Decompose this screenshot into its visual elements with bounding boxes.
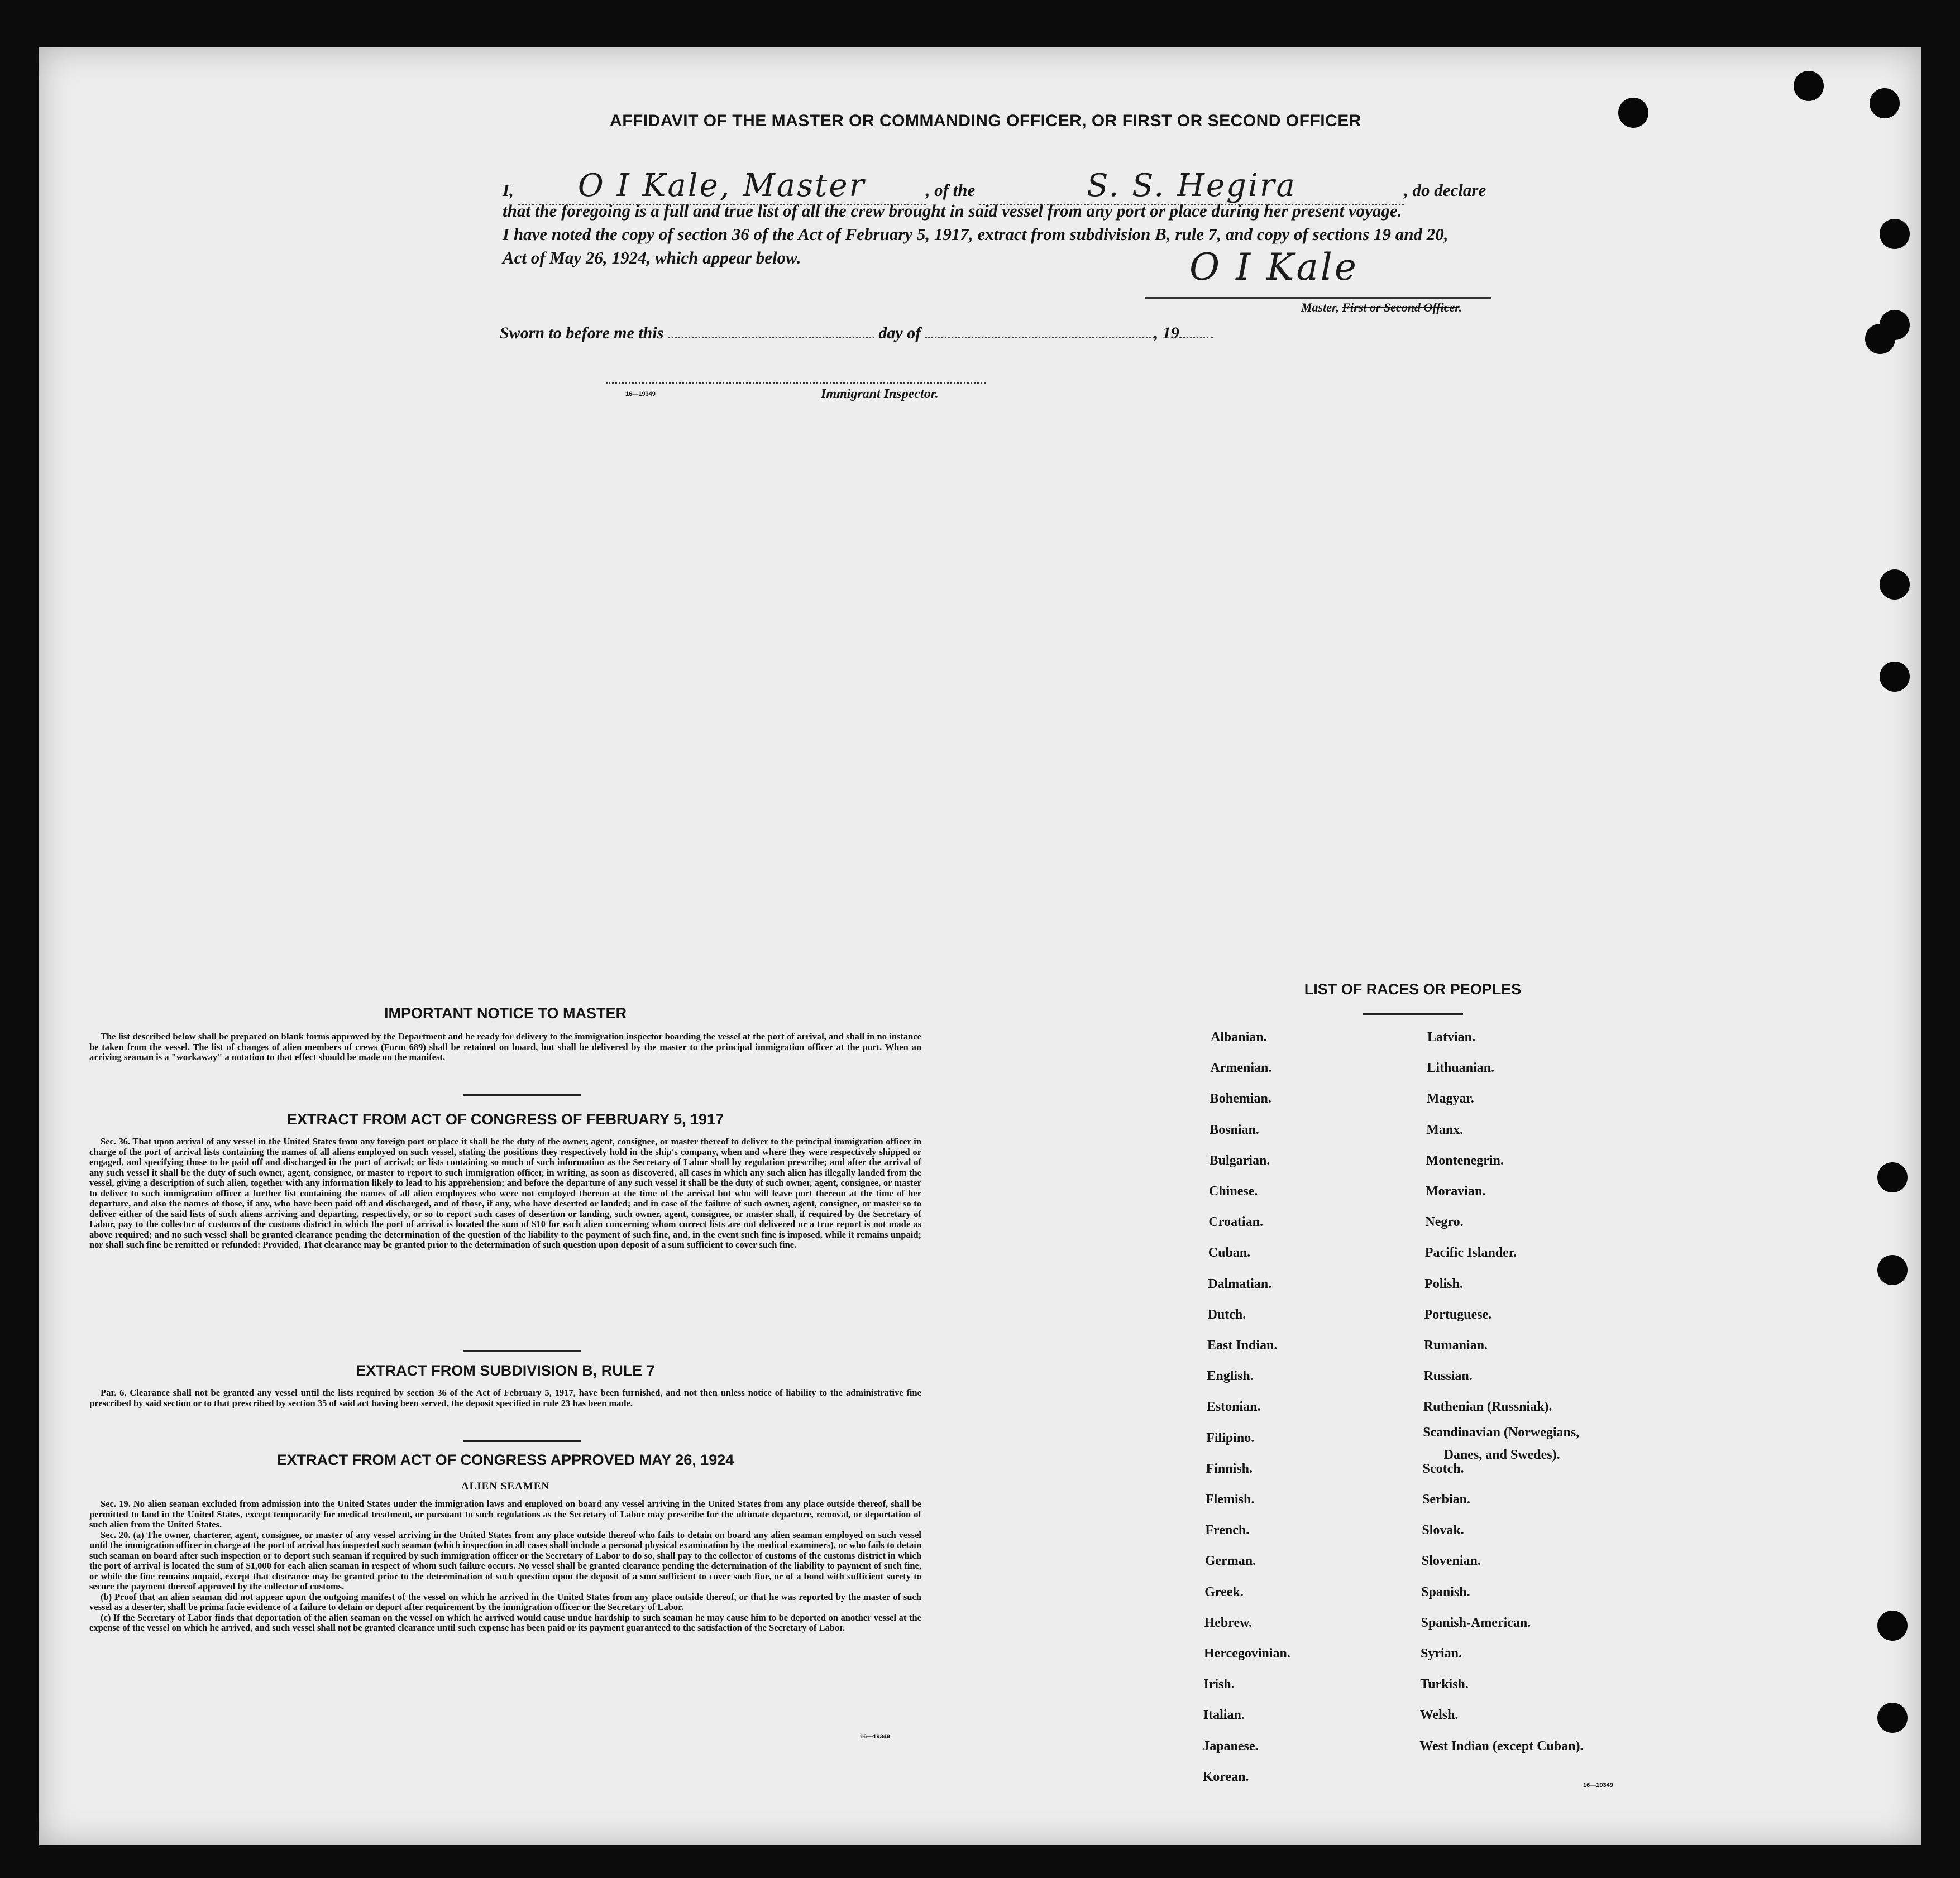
race-item: Armenian. (1210, 1061, 1272, 1076)
punch-hole (1870, 88, 1900, 118)
race-item: French. (1205, 1523, 1250, 1538)
race-item: Montenegrin. (1426, 1153, 1504, 1168)
race-item: Dalmatian. (1208, 1276, 1272, 1291)
race-item: Polish. (1424, 1276, 1463, 1291)
punch-hole (1877, 1611, 1908, 1641)
race-item: Dutch. (1207, 1307, 1246, 1322)
affidavit-line-4: Act of May 26, 1924, which appear below. (503, 248, 801, 267)
notice-text: The list described below shall be prepared on blank forms approved by the Department and be ready for delivery to the immigration inspector boarding the vessel at the port of arrival, and shall in no instance be taken from the vessel. The list of changes of alien members of crews (Form 689) shall be retained on board, but shall be delivered by the master to the principal immigration officer at the port. When an arriving seaman is a "workaway" a notation to that effect should be made on the manifest. (89, 1031, 921, 1062)
race-item: Magyar. (1426, 1091, 1474, 1106)
race-item: Portuguese. (1424, 1307, 1492, 1322)
race-item: Serbian. (1422, 1492, 1471, 1507)
affidavit-prefix: I, (503, 180, 514, 200)
race-item: Korean. (1202, 1769, 1249, 1784)
extract-1917-title: EXTRACT FROM ACT OF CONGRESS OF FEBRUARY 5, 1917 (286, 1111, 724, 1128)
race-item: Greek. (1204, 1584, 1244, 1599)
affidavit-line-1 (503, 167, 1486, 205)
rule-7-title: EXTRACT FROM SUBDIVISION B, RULE 7 (356, 1362, 655, 1379)
race-item: Cuban. (1208, 1245, 1251, 1261)
race-item: Bosnian. (1210, 1122, 1259, 1137)
race-item: Flemish. (1206, 1492, 1255, 1507)
race-item: Chinese. (1209, 1184, 1258, 1199)
race-item: Syrian. (1421, 1646, 1462, 1661)
race-item: Scotch. (1422, 1461, 1464, 1476)
race-item: Estonian. (1206, 1400, 1261, 1415)
extract-1924-title: EXTRACT FROM ACT OF CONGRESS APPROVED MAY 26, 1924 (276, 1451, 734, 1468)
struck-officer-text: First or Second Officer (1342, 300, 1459, 314)
affidavit-line-2: that the foregoing is a full and true list of all the crew brought in said vessel from any port or place during her present voyage. (503, 201, 1402, 221)
form-code: 16—19349 (860, 1733, 890, 1740)
race-item: Lithuanian. (1427, 1061, 1495, 1076)
of-the-label: , of the (925, 180, 976, 200)
race-item: Latvian. (1427, 1030, 1476, 1045)
race-item: Welsh. (1419, 1708, 1459, 1723)
race-item: English. (1207, 1369, 1254, 1384)
race-item: Pacific Islander. (1424, 1245, 1517, 1261)
form-code: 16—19349 (625, 391, 656, 397)
punch-hole (1880, 569, 1910, 600)
rule-7-text: Par. 6. Clearance shall not be granted any vessel until the lists required by section 36 of the Act of February 5, 1917, have been furnished, and not then unless notice of liability to the administrative fine prescribed by said section or to that prescribed by section 35 of said act having been served, the deposit specified in rule 23 has been made. (89, 1387, 921, 1408)
race-item: West Indian (except Cuban). (1419, 1738, 1584, 1754)
races-title: LIST OF RACES OR PEOPLES (1304, 981, 1522, 998)
race-item: Turkish. (1420, 1677, 1469, 1692)
master-signature: O I Kale (1189, 246, 1359, 289)
alien-seamen-subtitle: ALIEN SEAMEN (461, 1481, 550, 1492)
inspector-caption: Immigrant Inspector. (821, 387, 939, 401)
inspector-signature-line[interactable] (606, 382, 986, 384)
race-item: German. (1204, 1554, 1256, 1569)
section-20a: Sec. 20. (a) The owner, charterer, agent, consignee, or master of any vessel arriving in the United States from any place outside thereof who fails to detain on board any alien seaman employed on such vessel until the immigration officer in charge at the port of arrival has inspected such seaman (which inspection in all cases shall include a personal physical examination by the medical examiners), or who fails to detain such seaman on board after such inspection or to deport such seaman if required by such immigration officer or the Secretary of Labor to do so, shall pay to the collector of customs of the customs district in which the port of arrival is located the sum of $1,000 for each alien seaman in respect of whom such failure occurs. No vessel shall be granted clearance pending the determination of the liability to payment of such fine, or while the fine remains unpaid, except that clearance may be granted prior to the determination of such question upon the deposit of a sum sufficient to cover such fine, or of a bond with sufficient surety to secure the payment thereof approved by the collector of customs. (89, 1529, 921, 1592)
race-item: Slovak. (1422, 1523, 1464, 1538)
separator (463, 1094, 581, 1096)
race-item: Italian. (1203, 1708, 1245, 1723)
race-item: Moravian. (1426, 1184, 1486, 1199)
master-name-field[interactable] (518, 167, 926, 205)
race-item: Spanish. (1421, 1584, 1470, 1599)
race-item: Hercegovinian. (1204, 1646, 1290, 1661)
punch-hole (1877, 1703, 1908, 1733)
section-20b: (b) Proof that an alien seaman did not appear upon the outgoing manifest of the vessel on which he arrived in the United States from any place outside thereof, or that he was reported by the master of such vessel as a deserter, shall be prima facie evidence of a failure to detain or deport after requirement by the immigration officer or the Secretary of Labor. (89, 1591, 921, 1612)
punch-hole (1880, 662, 1910, 692)
vessel-name-handwritten: S. S. Hegira (1087, 167, 1297, 204)
punch-hole (1880, 219, 1910, 249)
race-item: Bulgarian. (1209, 1153, 1270, 1168)
race-item: Slovenian. (1421, 1554, 1481, 1569)
affidavit-line-3: I have noted the copy of section 36 of the Act of February 5, 1917, extract from subdivision B, rule 7, and copy of sections 19 and 20, (503, 224, 1449, 244)
form-code: 16—19349 (1583, 1782, 1613, 1789)
declare-label: , do declare (1404, 180, 1486, 200)
separator (463, 1440, 581, 1442)
affidavit-title: AFFIDAVIT OF THE MASTER OR COMMANDING OFFICER, OR FIRST OR SECOND OFFICER (610, 112, 1361, 130)
punch-hole (1865, 324, 1895, 354)
race-item: Russian. (1423, 1369, 1473, 1384)
race-item: Irish. (1203, 1677, 1235, 1692)
race-item: Albanian. (1211, 1030, 1267, 1045)
race-item: Croatian. (1208, 1215, 1263, 1230)
race-item: Finnish. (1206, 1461, 1253, 1476)
extract-1917-text: Sec. 36. That upon arrival of any vessel in the United States from any foreign port or place it shall be the duty of the owner, agent, consignee, or master thereof to deliver to the principal immigration officer in charge of the port of arrival lists containing the names of all aliens employed on such vessel, stating the positions they respectively hold in the ship's company, when and where they were respectively shipped or engaged, and specifying those to be paid off and discharged in the port of arrival; or lists containing so much of such information as the Secretary of Labor shall by regulation prescribe; and after the arrival of any such vessel it shall be the duty of such owner, agent, consignee, or master to report to such immigration officer, in writing, as soon as discovered, all cases in which any such alien has illegally landed from the vessel, giving a description of such alien, together with any information likely to lead to his apprehension; and before the departure of any such vessel it shall be the duty of such owner, agent, consignee, or master to deliver to such immigration officer a further list containing the names of all alien employees who were not employed thereon at the time of the arrival but who will leave port thereon at the time of her departure, and also the names of those, if any, who have been paid off and discharged, and of those, if any, who have deserted or landed; and in case of the failure of such owner, agent, consignee, or master so to deliver either of the said lists of such aliens arriving and departing, respectively, or so to report such cases of desertion or landing, such owner, agent, consignee, or master shall, if required by the Secretary of Labor, pay to the collector of customs of the customs district in which the port of arrival is located the sum of $10 for each alien concerning whom correct lists are not delivered or a true report is not made as above required; and no such vessel shall be granted clearance pending the determination of the question of the liability to the payment of such fine, and, in the event such fine is imposed, while it remains unpaid; nor shall such fine be remitted or refunded: Provided, That clearance may be granted prior to the determination of such question upon deposit of a sum sufficient to cover such fine. (89, 1136, 921, 1250)
race-item: Manx. (1426, 1122, 1464, 1137)
race-item: Hebrew. (1204, 1615, 1253, 1630)
separator (463, 1350, 581, 1352)
race-item: Bohemian. (1210, 1091, 1271, 1106)
vessel-name-field[interactable] (979, 167, 1404, 205)
notice-title: IMPORTANT NOTICE TO MASTER (384, 1005, 627, 1022)
punch-hole (1618, 98, 1648, 128)
signature-caption: Master, First or Second Officer. (1301, 300, 1462, 314)
race-item: Scandinavian (Norwegians, (1423, 1425, 1580, 1440)
sworn-year-field[interactable] (1179, 337, 1213, 338)
race-item: Rumanian. (1424, 1338, 1488, 1353)
race-item: Danes, and Swedes). (1443, 1447, 1560, 1462)
sworn-line: Sworn to before me this day of , 19 (500, 324, 1213, 343)
punch-hole (1877, 1255, 1908, 1285)
sworn-day-field[interactable] (668, 337, 874, 338)
signature-line (1145, 297, 1491, 299)
separator (1363, 1013, 1463, 1015)
punch-hole (1877, 1162, 1908, 1192)
master-name-handwritten: O I Kale, Master (577, 167, 866, 204)
race-item: Japanese. (1203, 1738, 1259, 1754)
section-19: Sec. 19. No alien seaman excluded from admission into the United States under the immigration laws and employed on board any vessel arriving in the United States from any place outside thereof, shall be permitted to land in the United States, except temporarily for medical treatment, or pursuant to such regulations as the Secretary of Labor may prescribe for the ultimate departure, removal, or deportation of such alien from the United States. (89, 1498, 921, 1530)
punch-hole (1794, 71, 1824, 101)
race-item: East Indian. (1207, 1338, 1278, 1353)
race-item: Filipino. (1206, 1430, 1255, 1445)
race-item: Ruthenian (Russniak). (1423, 1400, 1552, 1415)
section-20c: (c) If the Secretary of Labor finds that deportation of the alien seaman on the vessel on which he arrived would cause undue hardship to such seaman he may cause him to be deported on another vessel at the expense of the vessel on which he arrived, and such vessel shall not be granted clearance until such expense has been paid or its payment guaranteed to the satisfaction of the Secretary of Labor. (89, 1612, 921, 1633)
race-item: Negro. (1425, 1215, 1464, 1230)
sworn-month-field[interactable] (925, 337, 1154, 338)
extract-1924-text (89, 1499, 921, 1633)
race-item: Spanish-American. (1421, 1615, 1531, 1630)
